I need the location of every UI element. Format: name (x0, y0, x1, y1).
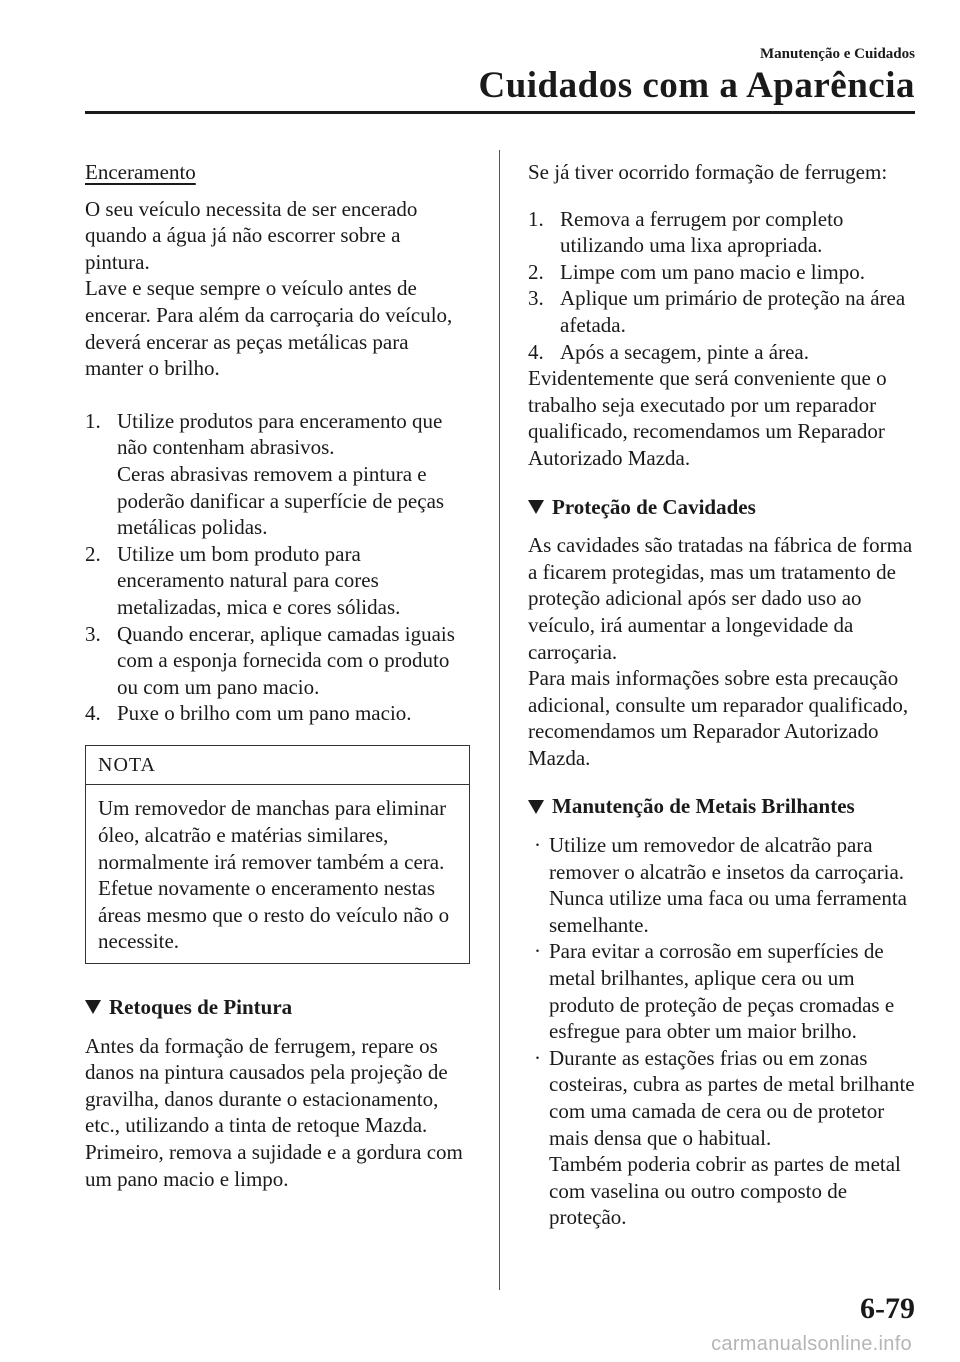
rust-intro: Se já tiver ocorrido formação de ferrugem: (528, 160, 888, 184)
list-item (85, 621, 470, 701)
intro-paragraph-2: Lave e seque sempre o veículo antes de encerar. Para além da carroçaria do veículo, deverá encerar as peças metálicas para manter o brilho. (85, 276, 453, 381)
step-number: 3. (85, 621, 101, 646)
list-item (85, 700, 470, 727)
bullet-dot-icon: · (534, 939, 541, 964)
bullet-text: Utilize um removedor de alcatrão para remover o alcatrão e insetos da carroçaria. Nunca utilize uma faca ou uma ferramenta semelhante. (549, 833, 907, 937)
step-number: 1. (85, 408, 101, 433)
triangle-bullet-icon (528, 500, 544, 514)
column-divider (499, 150, 500, 1290)
intro-paragraph-1: O seu veículo necessita de ser encerado quando a água já não escorrer sobre a pintura. (85, 196, 418, 274)
step-text: Aplique um primário de proteção na área afetada. (560, 286, 906, 337)
bullet-dot-icon: · (534, 1045, 541, 1070)
list-item (528, 1045, 920, 1231)
bullet-text: Para evitar a corrosão em superfícies de metal brilhantes, aplique cera ou um produto de proteção de peças cromadas e esfregue para obter um maior brilho. (549, 939, 895, 1044)
step-number: 3. (528, 286, 544, 311)
triangle-bullet-icon (85, 1000, 101, 1014)
step-text: Limpe com um pano macio e limpo. (560, 259, 866, 284)
step-number: 2. (528, 259, 544, 284)
list-item (528, 832, 920, 938)
step-text: Puxe o brilho com um pano macio. (117, 701, 412, 726)
section-title: Proteção de Cavidades (552, 494, 756, 519)
page-number: 6-79 (860, 1292, 915, 1325)
list-item (528, 285, 920, 338)
step-number: 4. (528, 339, 544, 364)
step-text: Remova a ferrugem por completo utilizando uma lixa apropriada. (560, 206, 844, 258)
list-item (528, 206, 920, 259)
bullet-dot-icon: · (534, 833, 541, 858)
list-item (528, 339, 920, 366)
bullet-extra: Também poderia cobrir as partes de metal com vaselina ou outro composto de proteção. (549, 1152, 901, 1230)
retoques-paragraph: Antes da formação de ferrugem, repare os danos na pintura causados pela projeção de gravilha, danos durante o estacionamento, etc., utilizando a tinta de retoque Mazda. Primeiro, remova a sujidade e a gordura com um pano macio e limpo. (85, 1033, 463, 1191)
bullet-text: Durante as estações frias ou em zonas costeiras, cubra as partes de metal brilhante com uma camada de cera ou de protetor mais densa que o habitual. (549, 1045, 915, 1150)
step-text: Quando encerar, aplique camadas iguais com a esponja fornecida com o produto ou com um pano macio. (117, 621, 455, 699)
step-number: 1. (528, 206, 544, 231)
section-title: Manutenção de Metais Brilhantes (552, 794, 855, 819)
rust-steps-list (528, 206, 920, 366)
section-heading-metais (528, 793, 920, 820)
note-text: Um removedor de manchas para eliminar óleo, alcatrão e matérias similares, normalmente irá remover também a cera. Efetue novamente o enceramento nestas áreas mesmo que o resto do veículo não o necessite. (98, 796, 450, 954)
list-item (528, 259, 920, 286)
left-column (85, 155, 470, 1192)
cavidades-paragraph-2: Para mais informações sobre esta precaução adicional, consulte um reparador qualificado, recomendamos um Reparador Autorizado Mazda. (528, 666, 909, 770)
section-heading-retoques (85, 994, 470, 1021)
header-section-name: Manutenção e Cuidados (759, 46, 915, 62)
triangle-bullet-icon (528, 800, 544, 814)
rust-after-paragraph: Evidentemente que será conveniente que o trabalho seja executado por um reparador qualificado, recomendamos um Reparador Autorizado Mazda. (528, 366, 887, 470)
header-rule (85, 111, 915, 114)
metals-bullet-list (528, 832, 920, 1231)
step-text: Utilize um bom produto para enceramento natural para cores metalizadas, mica e cores sólidas. (117, 541, 401, 619)
right-column (528, 155, 920, 1231)
waxing-steps-list (85, 408, 470, 727)
note-box (85, 745, 470, 964)
subtitle-enceramento: Enceramento (85, 160, 196, 184)
note-label: NOTA (86, 746, 469, 786)
list-item (85, 541, 470, 621)
cavidades-paragraph-1: As cavidades são tratadas na fábrica de forma a ficarem protegidas, mas um tratamento de proteção adicional após ser dado uso ao veículo, irá aumentar a longevidade da carroçaria. (528, 533, 913, 664)
step-text: Utilize produtos para enceramento que não contenham abrasivos. (117, 408, 443, 460)
section-title: Retoques de Pintura (109, 995, 293, 1020)
step-text: Após a secagem, pinte a área. (560, 339, 809, 364)
list-item (85, 408, 470, 541)
step-number: 2. (85, 541, 101, 566)
watermark: carmanualsonline.info (711, 1333, 912, 1355)
section-heading-cavidades (528, 494, 920, 521)
list-item (528, 938, 920, 1044)
step-number: 4. (85, 701, 101, 726)
header-title: Cuidados com a Aparência (478, 65, 915, 106)
step-extra: Ceras abrasivas removem a pintura e poderão danificar a superfície de peças metálicas polidas. (117, 461, 445, 540)
